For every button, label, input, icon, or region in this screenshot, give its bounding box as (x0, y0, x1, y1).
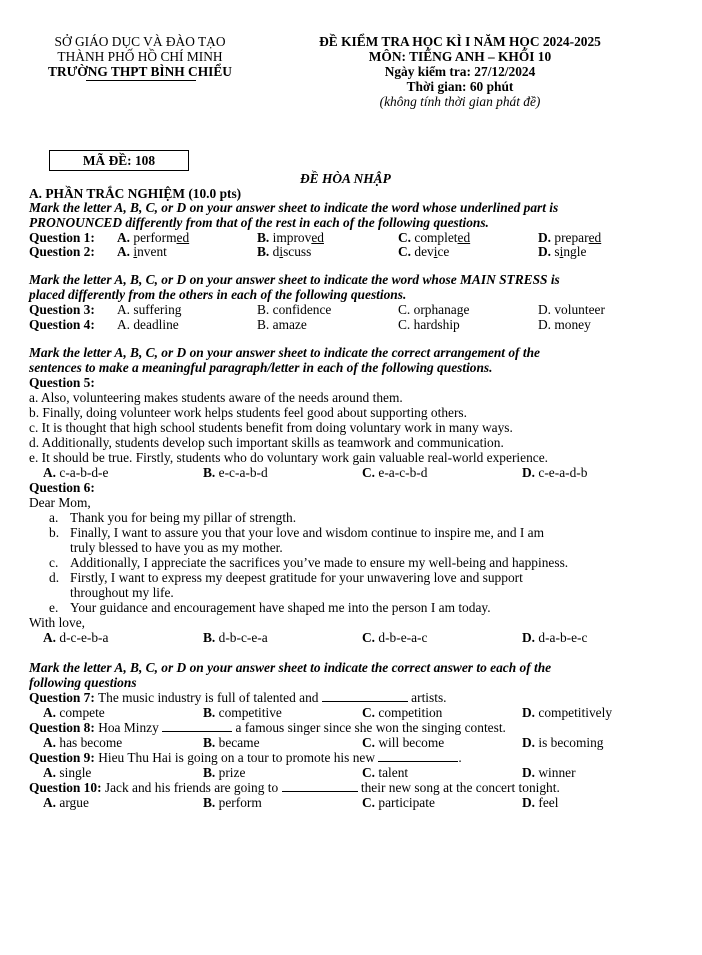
question-9: Question 9: Hieu Thu Hai is going on a tour to promote his new . (29, 750, 462, 765)
school-underline (86, 80, 196, 81)
option-d[interactable]: D. money (538, 317, 591, 332)
instruction-4-line-1: Mark the letter A, B, C, or D on your answer sheet to indicate the correct answer to each of the (29, 660, 552, 675)
question-7: Question 7: The music industry is full of talented and artists. (29, 690, 447, 705)
option-a[interactable]: A. argue (43, 795, 89, 810)
option-d[interactable]: D. feel (522, 795, 559, 810)
question-label: Question 4: (29, 317, 95, 332)
option-a[interactable]: A. performed (117, 230, 190, 245)
option-b[interactable]: B. e-c-a-b-d (203, 465, 268, 480)
option-b[interactable]: B. amaze (257, 317, 307, 332)
option-a[interactable]: A. invent (117, 244, 167, 259)
school-name: TRƯỜNG THPT BÌNH CHIỂU (48, 64, 232, 79)
question-label: Question 3: (29, 302, 95, 317)
exam-duration-note: (không tính thời gian phát đề) (379, 94, 541, 109)
section-title: A. PHẦN TRẮC NGHIỆM (10.0 pts) (29, 186, 242, 201)
q5-sentence-c: c. It is thought that high school students benefit from doing voluntary work in many ways. (29, 420, 513, 435)
exam-duration: Thời gian: 60 phút (406, 79, 514, 94)
option-b[interactable]: B. discuss (257, 244, 312, 259)
option-b[interactable]: B. improved (257, 230, 324, 245)
option-c[interactable]: C. device (398, 244, 450, 259)
option-c[interactable]: C. participate (362, 795, 435, 810)
option-d[interactable]: D. competitively (522, 705, 613, 720)
q6-item-d-cont: throughout my life. (70, 585, 174, 600)
answer-blank[interactable] (162, 720, 232, 732)
option-c[interactable]: C. competition (362, 705, 443, 720)
option-b[interactable]: B. prize (203, 765, 246, 780)
exam-date: Ngày kiểm tra: 27/12/2024 (384, 64, 536, 79)
question-6-label: Question 6: (29, 480, 95, 495)
q6-item-e-marker: e. (49, 600, 59, 615)
city-name: THÀNH PHỐ HỒ CHÍ MINH (57, 49, 223, 64)
question-5-label: Question 5: (29, 375, 95, 390)
option-b[interactable]: B. confidence (257, 302, 332, 317)
option-b[interactable]: B. perform (203, 795, 262, 810)
instruction-4-line-2: following questions (29, 675, 137, 690)
exam-code-box: MÃ ĐỀ: 108 (49, 150, 189, 171)
q6-item-d: Firstly, I want to express my deepest gratitude for your unwavering love and support (70, 570, 523, 585)
instruction-1-line-2: PRONOUNCED differently from that of the rest in each of the following questions. (29, 215, 489, 230)
option-c[interactable]: C. d-b-e-a-c (362, 630, 428, 645)
q6-item-c: Additionally, I appreciate the sacrifices you’ve made to ensure my well-being and happiness. (70, 555, 569, 570)
option-c[interactable]: C. completed (398, 230, 471, 245)
option-a[interactable]: A. has become (43, 735, 123, 750)
instruction-3-line-2: sentences to make a meaningful paragraph/letter in each of the following questions. (29, 360, 493, 375)
instruction-3-line-1: Mark the letter A, B, C, or D on your answer sheet to indicate the correct arrangement of the (29, 345, 540, 360)
option-d[interactable]: D. prepared (538, 230, 602, 245)
option-c[interactable]: C. hardship (398, 317, 460, 332)
instruction-2-line-2: placed differently from the others in each of the following questions. (29, 287, 407, 302)
q5-sentence-e: e. It should be true. Firstly, students who do voluntary work gain valuable real-world experience. (29, 450, 548, 465)
q5-sentence-a: a. Also, volunteering makes students aware of the needs around them. (29, 390, 403, 405)
option-a[interactable]: A. d-c-e-b-a (43, 630, 109, 645)
q6-item-d-marker: d. (49, 570, 60, 585)
q6-item-c-marker: c. (49, 555, 59, 570)
q6-item-b: Finally, I want to assure you that your love and wisdom continue to inspire me, and I am (70, 525, 545, 540)
option-b[interactable]: B. d-b-c-e-a (203, 630, 268, 645)
q6-item-b-cont: truly blessed to have you as my mother. (70, 540, 283, 555)
q6-item-a-marker: a. (49, 510, 59, 525)
q6-item-b-marker: b. (49, 525, 60, 540)
instruction-1-line-1: Mark the letter A, B, C, or D on your answer sheet to indicate the word whose underlined part is (29, 200, 559, 215)
answer-blank[interactable] (378, 750, 458, 762)
exam-title: ĐỀ KIỂM TRA HỌC KÌ I NĂM HỌC 2024-2025 (319, 34, 601, 49)
exam-subtitle: ĐỀ HÒA NHẬP (300, 171, 391, 186)
instruction-2-line-1: Mark the letter A, B, C, or D on your answer sheet to indicate the word whose MAIN STRESS is (29, 272, 560, 287)
option-c[interactable]: C. orphanage (398, 302, 470, 317)
option-d[interactable]: D. single (538, 244, 587, 259)
option-d[interactable]: D. winner (522, 765, 576, 780)
option-d[interactable]: D. is becoming (522, 735, 604, 750)
subject-line: MÔN: TIẾNG ANH – KHỐI 10 (368, 49, 552, 64)
question-10: Question 10: Jack and his friends are going to their new song at the concert tonight. (29, 780, 560, 795)
option-d[interactable]: D. c-e-a-d-b (522, 465, 588, 480)
option-a[interactable]: A. compete (43, 705, 105, 720)
department-name: SỞ GIÁO DỤC VÀ ĐÀO TẠO (54, 34, 226, 49)
answer-blank[interactable] (322, 690, 408, 702)
q5-sentence-b: b. Finally, doing volunteer work helps students feel good about supporting others. (29, 405, 467, 420)
q6-item-e: Your guidance and encouragement have shaped me into the person I am today. (70, 600, 491, 615)
question-8: Question 8: Hoa Minzy a famous singer since she won the singing contest. (29, 720, 506, 735)
q5-sentence-d: d. Additionally, students develop such important skills as teamwork and communication. (29, 435, 504, 450)
option-d[interactable]: D. d-a-b-e-c (522, 630, 588, 645)
option-b[interactable]: B. became (203, 735, 260, 750)
option-a[interactable]: A. single (43, 765, 92, 780)
option-c[interactable]: C. will become (362, 735, 445, 750)
q6-item-a: Thank you for being my pillar of strength. (70, 510, 297, 525)
option-c[interactable]: C. talent (362, 765, 409, 780)
answer-blank[interactable] (282, 780, 358, 792)
option-c[interactable]: C. e-a-c-b-d (362, 465, 428, 480)
option-a[interactable]: A. c-a-b-d-e (43, 465, 109, 480)
option-b[interactable]: B. competitive (203, 705, 282, 720)
option-d[interactable]: D. volunteer (538, 302, 605, 317)
option-a[interactable]: A. deadline (117, 317, 179, 332)
letter-greeting: Dear Mom, (29, 495, 91, 510)
letter-closing: With love, (29, 615, 85, 630)
question-label: Question 2: (29, 244, 95, 259)
question-label: Question 1: (29, 230, 95, 245)
option-a[interactable]: A. suffering (117, 302, 182, 317)
